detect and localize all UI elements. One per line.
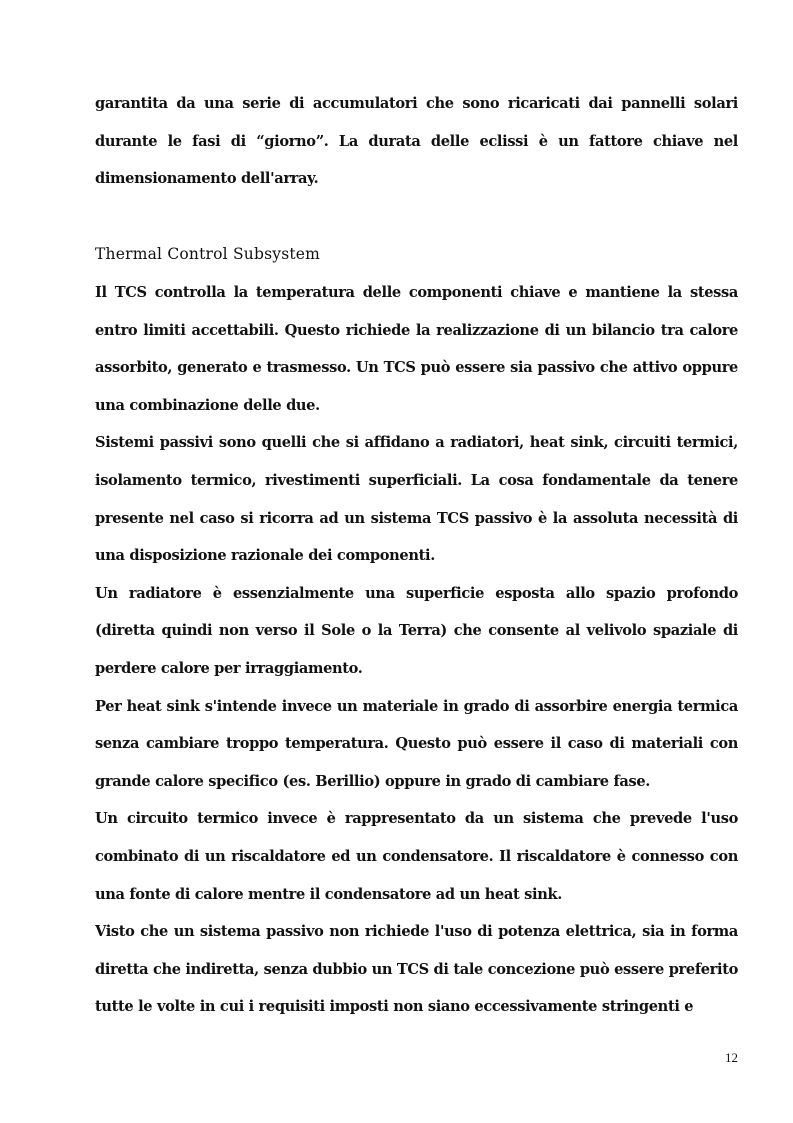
paragraph: Un circuito termico invece è rappresentato da un sistema che prevede l'uso combinato di un riscaldatore ed un condensatore. Il riscaldatore è connesso con una fonte di calore mentre il condensatore ad un heat sink. (95, 810, 738, 903)
paragraph: Visto che un sistema passivo non richiede l'uso di potenza elettrica, sia in forma diretta che indiretta, senza dubbio un TCS di tale concezione può essere preferito tutte le volte in cui i requisiti imposti non siano eccessivamente stringenti e (95, 923, 738, 1016)
paragraph: Il TCS controlla la temperatura delle componenti chiave e mantiene la stessa entro limiti accettabili. Questo richiede la realizzazione di un bilancio tra calore assorbito, generato e trasmesso. Un TCS può essere sia passivo che attivo oppure una combinazione delle due. (95, 284, 738, 414)
paragraph: Per heat sink s'intende invece un materiale in grado di assorbire energia termica senza cambiare troppo temperatura. Questo può essere il caso di materiali con grande calore specifico (es. Berillio) oppure in grado di cambiare fase. (95, 697, 738, 790)
paragraph: Un radiatore è essenzialmente una superficie esposta allo spazio profondo (diretta quindi non verso il Sole o la Terra) che consente al velivolo spaziale di perdere calore per irraggiamento. (95, 584, 738, 677)
section-body (95, 274, 738, 1026)
page-number: 12 (725, 1050, 738, 1065)
paragraph: Sistemi passivi sono quelli che si affidano a radiatori, heat sink, circuiti termici, isolamento termico, rivestimenti superficiali. La cosa fondamentale da tenere presente nel caso si ricorra ad un sistema TCS passivo è la assoluta necessità di una disposizione razionale dei componenti. (95, 434, 738, 565)
section-heading: Thermal Control Subsystem (95, 245, 321, 263)
intro-paragraph: garantita da una serie di accumulatori che sono ricaricati dai pannelli solari durante le fasi di “giorno”. La durata delle eclissi è un fattore chiave nel dimensionamento dell'array. (95, 95, 738, 188)
